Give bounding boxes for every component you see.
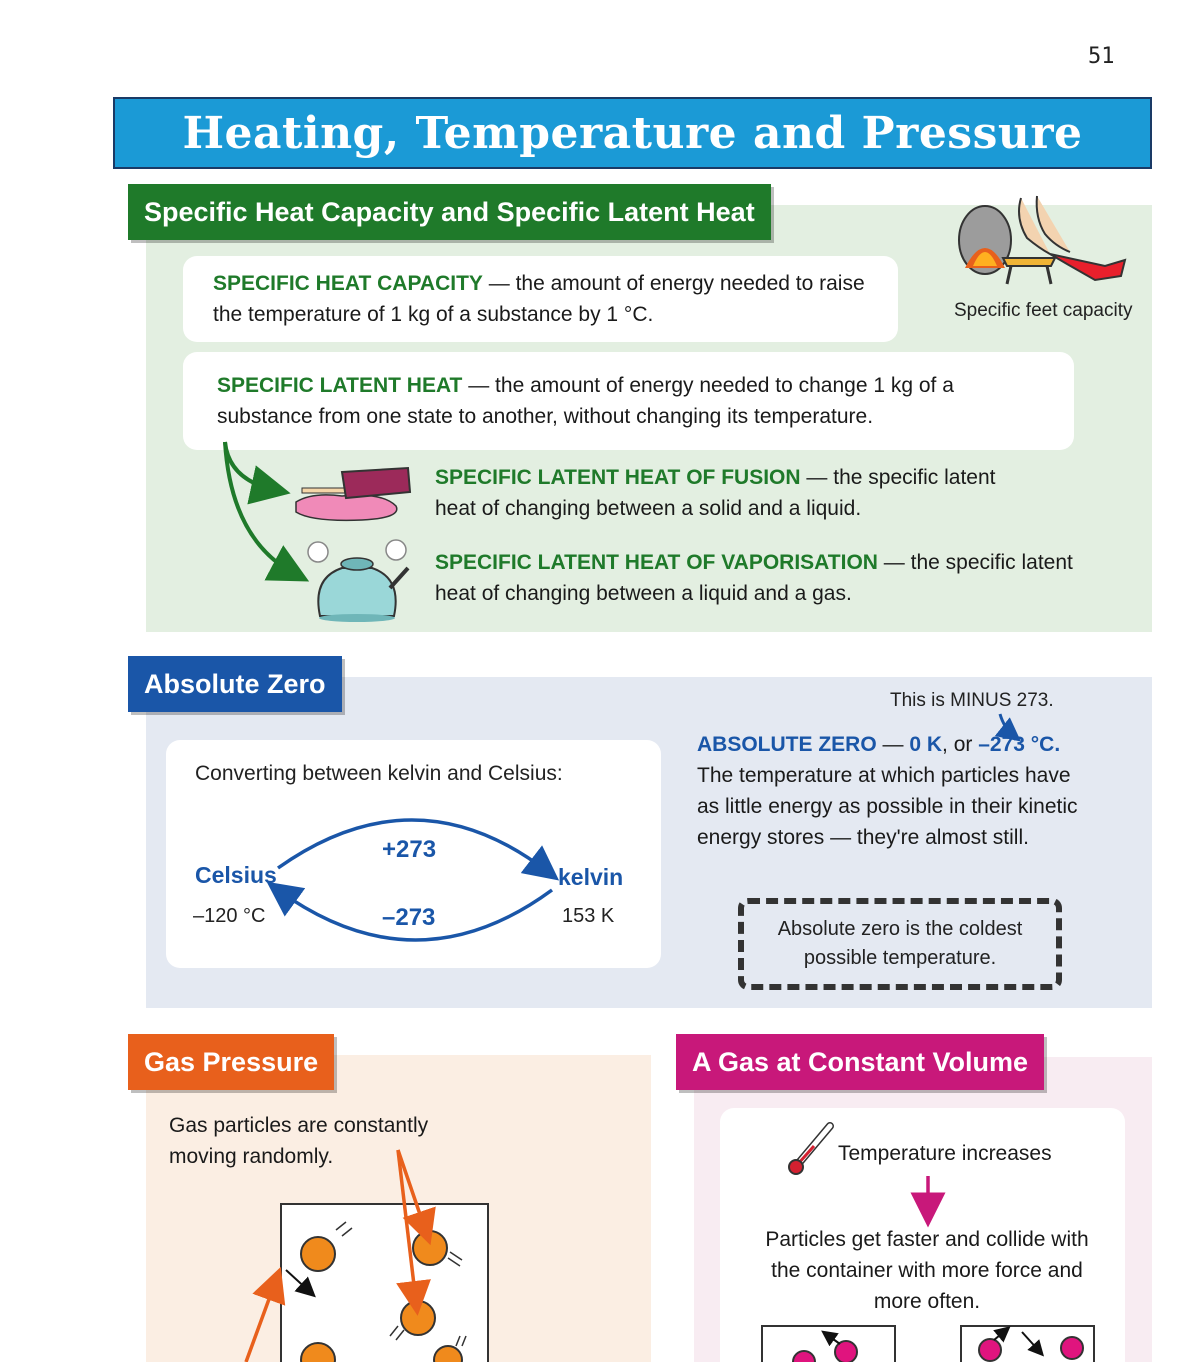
plus-273-label: +273 (382, 836, 437, 863)
gas-particle (401, 1301, 435, 1335)
kelvin-label: kelvin (558, 864, 624, 890)
absolute-zero-callout-text: Absolute zero is the coldest possible temperature. (777, 918, 1023, 969)
celsius-example: –120 °C (193, 905, 266, 927)
absolute-zero-or: , or (942, 733, 979, 756)
page-number: 51 (1088, 44, 1115, 69)
melting-ice-lolly-illustration (292, 462, 416, 524)
steaming-kettle-illustration (302, 538, 412, 622)
vaporisation-definition (435, 547, 1085, 609)
absolute-zero-dash: — (876, 733, 910, 756)
step-down-arrow (916, 1174, 940, 1222)
section-heading-absolute-zero: Absolute Zero (128, 656, 342, 712)
section-heading-constant-volume: A Gas at Constant Volume (676, 1034, 1044, 1090)
vaporisation-term: SPECIFIC LATENT HEAT OF VAPORISATION (435, 551, 878, 574)
vaporisation-text: — the specific latent heat of changing between a liquid and a gas. (435, 551, 1073, 605)
absolute-zero-term: ABSOLUTE ZERO (697, 733, 877, 756)
page-title-bar (113, 97, 1152, 169)
slh-definition-card (183, 352, 1074, 450)
feet-by-fire-illustration (955, 188, 1135, 288)
section-heading-specific-heat: Specific Heat Capacity and Specific Latent Heat (128, 184, 771, 240)
slh-text: — the amount of energy needed to change 1 kg of a substance from one state to another, without changing its temperature. (217, 374, 954, 428)
absolute-zero-callout (738, 898, 1062, 990)
gas-particles-diagram (230, 1146, 510, 1362)
fusion-definition (435, 462, 1035, 524)
gas-pressure-text: Gas particles are constantly moving randomly. (169, 1114, 429, 1168)
gas-particle (1061, 1337, 1083, 1359)
feet-caption: Specific feet capacity (954, 300, 1133, 321)
absolute-zero-celsius: –273 °C. (978, 733, 1061, 756)
particles-faster-text: Particles get faster and collide with the container with more force and more often. (765, 1228, 1089, 1313)
absolute-zero-definition (697, 729, 1117, 853)
celsius-label: Celsius (195, 862, 277, 888)
page-title: Heating, Temperature and Pressure (182, 107, 1083, 159)
slh-term: SPECIFIC LATENT HEAT (217, 374, 463, 397)
absolute-zero-text: The temperature at which particles have as little energy as possible in their kinetic energy stores — they're almost still. (697, 764, 1078, 849)
constant-volume-containers (760, 1324, 1100, 1362)
fusion-text: — the specific latent heat of changing between a solid and a liquid. (435, 466, 996, 520)
kelvin-example: 153 K (562, 905, 615, 927)
minus-273-label: –273 (382, 904, 436, 931)
minus-note: This is MINUS 273. (890, 690, 1054, 711)
absolute-zero-kelvin: 0 K (909, 733, 943, 756)
section-heading-gas-pressure: Gas Pressure (128, 1034, 334, 1090)
gas-particle (301, 1237, 335, 1271)
gas-particle (835, 1341, 857, 1362)
shc-term: SPECIFIC HEAT CAPACITY (213, 272, 483, 295)
shc-definition-card (183, 256, 898, 342)
shc-text: — the amount of energy needed to raise the temperature of 1 kg of a substance by 1 °C. (213, 272, 865, 326)
gas-particle (979, 1339, 1001, 1361)
gas-particle (413, 1231, 447, 1265)
fusion-term: SPECIFIC LATENT HEAT OF FUSION (435, 466, 801, 489)
thermometer-icon (786, 1120, 840, 1178)
shc-definition (213, 268, 868, 330)
slh-definition (217, 370, 1040, 432)
temperature-increases-text: Temperature increases (838, 1142, 1052, 1165)
converting-label: Converting between kelvin and Celsius: (195, 762, 563, 785)
